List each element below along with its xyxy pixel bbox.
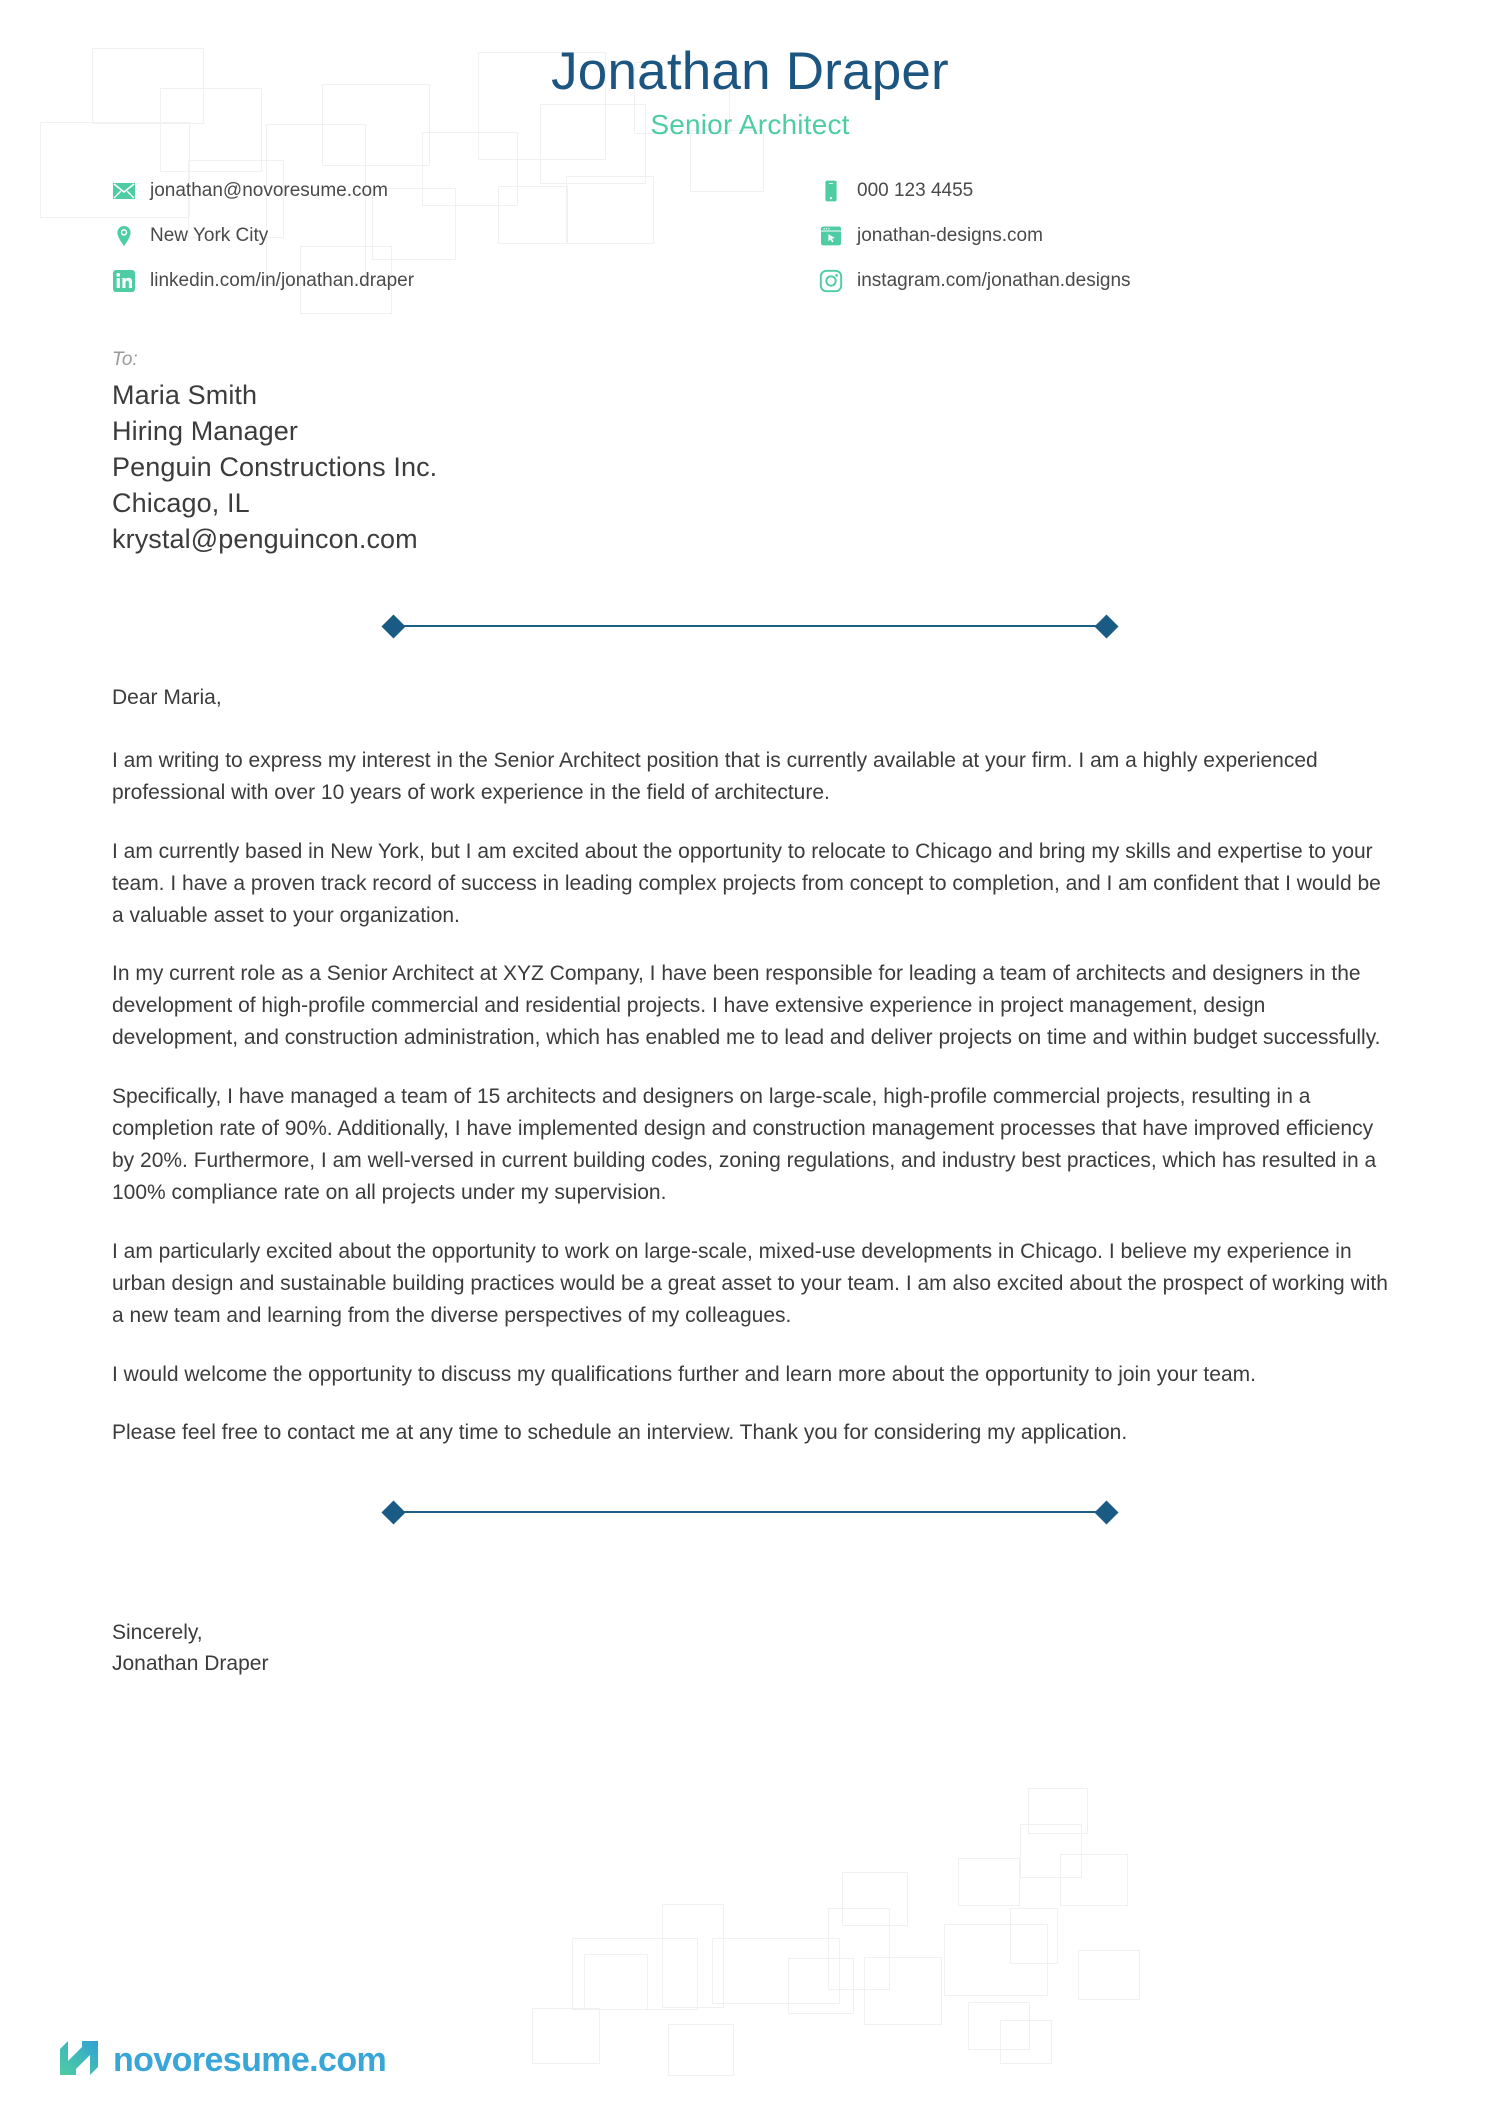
contact-item-email[interactable] xyxy=(112,179,751,203)
diamond-left-icon xyxy=(381,1500,405,1524)
contact-value-location: New York City xyxy=(150,225,269,247)
divider-bottom xyxy=(385,1501,1115,1523)
contact-info-grid xyxy=(0,179,1500,293)
contact-value-phone: 000 123 4455 xyxy=(857,180,974,202)
contact-value-instagram: instagram.com/jonathan.designs xyxy=(857,270,1131,292)
diamond-right-icon xyxy=(1094,614,1118,638)
applicant-name: Jonathan Draper xyxy=(551,42,949,101)
contact-item-location[interactable] xyxy=(112,224,751,248)
divider-line xyxy=(393,1511,1107,1513)
to-label: To: xyxy=(112,348,138,370)
linkedin-icon xyxy=(112,269,136,293)
location-icon xyxy=(112,224,136,248)
contact-item-website[interactable] xyxy=(751,224,1390,248)
contact-item-linkedin[interactable] xyxy=(112,269,751,293)
recipient-city: Chicago, IL xyxy=(112,487,250,518)
instagram-icon xyxy=(819,269,843,293)
letter-body xyxy=(0,683,1500,1449)
recipient-company: Penguin Constructions Inc. xyxy=(112,451,438,482)
recipient-name: Maria Smith xyxy=(112,379,258,410)
recipient-role: Hiring Manager xyxy=(112,415,298,446)
letter-paragraph: I am currently based in New York, but I am excited about the opportunity to relocate to Chicago and bring my skills and expertise to your team. I have a proven track record of success in leading complex projects from concept to completion, and I am confident that I would be a valuable asset to your organization. xyxy=(112,839,1381,927)
signature-closing: Sincerely, xyxy=(112,1621,203,1645)
salutation: Dear Maria, xyxy=(112,686,222,710)
contact-value-email: jonathan@novoresume.com xyxy=(150,180,388,202)
divider-line xyxy=(393,625,1107,627)
letter-paragraph: Specifically, I have managed a team of 15 architects and designers on large-scale, high-profile commercial projects, resulting in a completion rate of 90%. Additionally, I have implemented design and construction management processes that have improved efficiency by 20%. Furthermore, I am well-versed in current building codes, zoning regulations, and industry best practices, which has resulted in a 100% compliance rate on all projects under my supervision. xyxy=(112,1085,1377,1204)
contact-value-website: jonathan-designs.com xyxy=(857,225,1043,247)
signature-block xyxy=(0,1617,1500,1679)
novoresume-n-logo-icon xyxy=(58,2039,100,2082)
divider-top xyxy=(385,615,1115,637)
letter-header xyxy=(0,0,1500,141)
diamond-right-icon xyxy=(1094,1500,1118,1524)
phone-icon xyxy=(819,179,843,203)
diamond-left-icon xyxy=(381,614,405,638)
recipient-block xyxy=(0,349,1500,558)
contact-item-instagram[interactable] xyxy=(751,269,1390,293)
contact-column-left xyxy=(112,179,751,293)
letter-paragraph: I am writing to express my interest in the Senior Architect position that is currently available at your firm. I am a highly experienced professional with over 10 years of work experience in the field of architecture. xyxy=(112,748,1318,804)
letter-paragraph: Please feel free to contact me at any time to schedule an interview. Thank you for considering my application. xyxy=(112,1421,1128,1445)
signature-name: Jonathan Draper xyxy=(112,1652,269,1676)
letter-paragraph: I would welcome the opportunity to discuss my qualifications further and learn more about the opportunity to join your team. xyxy=(112,1362,1256,1386)
contact-column-right xyxy=(751,179,1390,293)
letter-paragraph: I am particularly excited about the opportunity to work on large-scale, mixed-use developments in Chicago. I believe my experience in urban design and sustainable building practices would be a great asset to your team. I am also excited about the prospect of working with a new team and learning from the diverse perspectives of my colleagues. xyxy=(112,1239,1388,1327)
applicant-job-title: Senior Architect xyxy=(650,108,850,140)
website-icon xyxy=(819,224,843,248)
letter-paragraph: In my current role as a Senior Architect at XYZ Company, I have been responsible for leading a team of architects and designers in the development of high-profile commercial and residential projects. I have extensive experience in project management, design development, and construction administration, which has enabled me to lead and deliver projects on time and within budget successfully. xyxy=(112,962,1381,1050)
recipient-email: krystal@penguincon.com xyxy=(112,523,418,554)
contact-item-phone[interactable] xyxy=(751,179,1390,203)
novoresume-logo[interactable] xyxy=(58,2039,386,2082)
contact-value-linkedin: linkedin.com/in/jonathan.draper xyxy=(150,270,415,292)
novoresume-logo-text: novoresume.com xyxy=(113,2041,387,2079)
email-icon xyxy=(112,179,136,203)
